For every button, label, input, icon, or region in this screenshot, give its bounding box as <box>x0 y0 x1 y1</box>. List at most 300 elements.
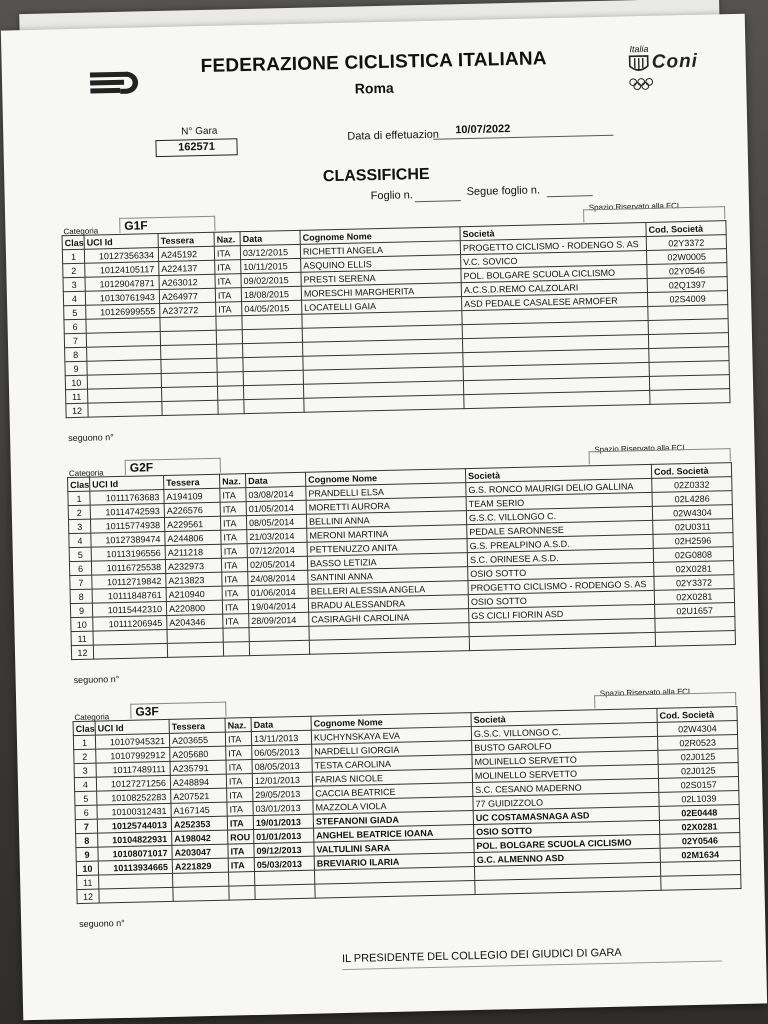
col-team-code-cell: 02M1634 <box>660 847 740 863</box>
col-nation-cell: ITA <box>221 530 247 545</box>
col-rank-cell: 1 <box>62 249 84 263</box>
col-team-code-cell <box>650 389 730 405</box>
col-name-cell: NARDELLI GIORGIA <box>312 741 472 759</box>
col-birthdate-cell: 05/03/2013 <box>254 856 314 871</box>
col-license-cell: A221829 <box>172 858 228 873</box>
col-name-cell: BELLERI ALESSIA ANGELA <box>308 581 468 599</box>
col-license-cell <box>160 316 216 331</box>
col-nation-cell: ITA <box>228 858 254 873</box>
col-nation-cell: ITA <box>216 302 242 317</box>
col-license-cell: A232973 <box>165 558 221 573</box>
col-nation-cell: ITA <box>214 246 240 261</box>
col-license-cell: A210940 <box>166 586 222 601</box>
col-birthdate-cell: 19/01/2013 <box>253 814 313 829</box>
col-birthdate-cell: 01/06/2014 <box>248 584 308 599</box>
col-name-cell: CASIRAGHI CAROLINA <box>309 609 469 627</box>
col-team-code-cell: 02W4304 <box>652 505 732 521</box>
col-team-cell <box>464 390 650 408</box>
col-uci-id-cell: 10108252283 <box>97 789 171 805</box>
col-rank-cell: 2 <box>74 749 96 763</box>
col-license-header: Tessera <box>158 232 214 247</box>
col-nation-cell: ITA <box>220 488 246 503</box>
category-name: G3F <box>130 702 226 719</box>
col-birthdate-cell: 08/05/2013 <box>252 758 312 773</box>
col-rank-cell: 7 <box>64 333 86 347</box>
col-rank-cell: 5 <box>75 791 97 805</box>
col-team-cell: G.S. PREALPINO A.S.D. <box>467 534 653 552</box>
col-team-code-cell: 02W4304 <box>657 721 737 737</box>
col-license-cell: A244806 <box>165 530 221 545</box>
col-team-cell: BUSTO GAROLFO <box>472 736 658 754</box>
results-table <box>67 462 736 660</box>
col-rank-header: Clas <box>68 477 90 491</box>
col-rank-cell: 6 <box>64 319 86 333</box>
coni-logo-top: Italia <box>629 43 649 55</box>
col-license-header: Tessera <box>169 718 225 733</box>
col-license-cell <box>161 358 217 373</box>
col-team-cell: OSIO SOTTO <box>474 820 660 838</box>
category-label: Categoria <box>68 468 104 479</box>
col-name-cell: PRANDELLI ELSA <box>306 483 466 501</box>
col-team-cell: MOLINELLO SERVETTO <box>472 764 658 782</box>
col-rank-header: Clas <box>62 235 84 249</box>
col-uci-id-cell: 10111848761 <box>92 587 166 603</box>
col-name-header: Cognome Nome <box>300 227 460 245</box>
col-team-code-cell: 02J0125 <box>658 749 738 765</box>
col-team-cell: POL. BOLGARE SCUOLA CICLISMO <box>474 834 660 852</box>
col-rank-cell: 9 <box>70 603 92 617</box>
col-birthdate-cell <box>255 870 315 885</box>
col-birthdate-cell: 08/05/2014 <box>246 514 306 529</box>
col-nation-cell: ITA <box>215 288 241 303</box>
col-team-code-cell: 02Y3372 <box>646 235 726 251</box>
col-birthdate-cell: 21/03/2014 <box>247 528 307 543</box>
col-rank-cell: 12 <box>77 889 99 903</box>
col-team-code-cell: 02S0157 <box>658 777 738 793</box>
col-birthdate-cell <box>243 356 303 371</box>
col-name-cell: ASQUINO ELLIS <box>301 255 461 273</box>
col-rank-cell: 5 <box>69 547 91 561</box>
col-name-cell <box>304 395 464 413</box>
results-table <box>62 220 731 418</box>
category-section-g2f <box>67 443 731 686</box>
col-uci-id-cell: 10114742593 <box>90 503 164 519</box>
col-team-code-header: Cod. Società <box>657 707 737 723</box>
fci-reserved-label: Spazio Riservato alla FCI <box>588 201 680 213</box>
col-nation-cell: ITA <box>222 586 248 601</box>
col-birthdate-header: Data <box>240 230 300 245</box>
col-name-cell: KUCHYNSKAYA EVA <box>311 727 471 745</box>
col-license-cell <box>161 372 217 387</box>
col-rank-cell: 3 <box>68 519 90 533</box>
col-birthdate-cell: 18/08/2015 <box>241 286 301 301</box>
col-nation-cell: ITA <box>226 746 252 761</box>
col-name-cell <box>315 881 475 899</box>
col-license-cell <box>162 386 218 401</box>
col-team-cell: UC COSTAMASNAGA ASD <box>473 806 659 824</box>
col-name-cell: STEFANONI GIADA <box>313 811 473 829</box>
col-uci-id-cell: 10125744013 <box>97 817 171 833</box>
col-team-code-cell: 02X0281 <box>659 819 739 835</box>
col-team-code-cell: 02R0523 <box>658 735 738 751</box>
col-nation-cell: ITA <box>220 502 246 517</box>
col-uci-id-cell: 10112719842 <box>92 573 166 589</box>
col-rank-cell: 9 <box>65 361 87 375</box>
col-uci-id-cell: 10117489111 <box>96 761 170 777</box>
col-rank-cell: 8 <box>76 833 98 847</box>
col-uci-id-header: UCI Id <box>95 719 169 735</box>
col-birthdate-cell: 28/09/2014 <box>249 612 309 627</box>
col-name-cell: MERONI MARTINA <box>307 525 467 543</box>
col-nation-cell: ITA <box>223 614 249 629</box>
col-nation-cell: ROU <box>228 830 254 845</box>
col-birthdate-cell: 12/01/2013 <box>252 772 312 787</box>
col-uci-id-cell: 10100312431 <box>97 803 171 819</box>
col-nation-cell: ITA <box>226 774 252 789</box>
col-birthdate-cell: 03/08/2014 <box>246 486 306 501</box>
col-license-cell: A198042 <box>172 830 228 845</box>
col-name-cell: PETTENUZZO ANITA <box>307 539 467 557</box>
col-license-cell <box>167 642 223 657</box>
col-license-cell: A224137 <box>159 260 215 275</box>
col-team-header: Società <box>471 708 657 726</box>
col-team-header: Società <box>465 464 651 482</box>
category-name: G2F <box>125 458 221 475</box>
col-team-header: Società <box>460 222 646 240</box>
col-uci-id-cell: 10127389474 <box>91 531 165 547</box>
col-team-code-cell: 02L1039 <box>659 791 739 807</box>
col-uci-id-cell: 10108071017 <box>98 845 172 861</box>
col-team-cell: TEAM SERIO <box>466 492 652 510</box>
col-birthdate-cell: 07/12/2014 <box>247 542 307 557</box>
col-uci-id-cell: 10124105117 <box>85 262 159 278</box>
col-team-code-cell: 02U0311 <box>653 519 733 535</box>
col-nation-cell <box>218 400 244 415</box>
sheet-number-underline <box>415 200 461 202</box>
col-uci-id-cell: 10113196556 <box>91 545 165 561</box>
col-birthdate-cell: 09/02/2015 <box>241 272 301 287</box>
col-name-header: Cognome Nome <box>311 713 471 731</box>
col-team-cell: G.S. RONCO MAURIGI DELIO GALLINA <box>466 478 652 496</box>
col-team-cell: G.S.C. VILLONGO C. <box>466 506 652 524</box>
col-uci-id-cell <box>99 887 173 903</box>
col-nation-cell: ITA <box>227 788 253 803</box>
race-date-value: 10/07/2022 <box>455 123 511 137</box>
col-team-code-cell: 02X0281 <box>654 589 734 605</box>
col-name-cell: MORESCHI MARGHERITA <box>301 283 461 301</box>
col-rank-cell: 7 <box>70 575 92 589</box>
col-team-cell <box>469 632 655 650</box>
follows-label: seguono n° <box>79 917 125 930</box>
col-team-cell: OSIO SOTTO <box>468 590 654 608</box>
fci-reserved-label: Spazio Riservato alla FCI <box>599 687 691 699</box>
col-license-cell: A211218 <box>165 544 221 559</box>
col-uci-id-cell: 10129047871 <box>85 276 159 292</box>
col-rank-header: Clas <box>73 721 95 735</box>
col-team-cell: 77 GUIDIZZOLO <box>473 792 659 810</box>
col-birthdate-cell: 09/12/2013 <box>254 842 314 857</box>
col-name-cell: FARIAS NICOLE <box>312 769 472 787</box>
col-rank-cell: 2 <box>68 505 90 519</box>
col-uci-id-cell: 10115774938 <box>90 517 164 533</box>
col-name-cell: PRESTI SERENA <box>301 269 461 287</box>
col-team-code-header: Cod. Società <box>651 463 731 479</box>
col-team-cell: V.C. SOVICO <box>461 250 647 268</box>
category-section-g1f <box>61 201 725 444</box>
col-license-cell: A237272 <box>160 302 216 317</box>
col-name-cell: MAZZOLA VIOLA <box>313 797 473 815</box>
col-license-cell: A167145 <box>171 802 227 817</box>
col-uci-id-cell: 10104822931 <box>98 831 172 847</box>
col-rank-cell: 6 <box>69 561 91 575</box>
col-team-code-cell: 02G0808 <box>653 547 733 563</box>
col-name-cell: BREVIARIO ILARIA <box>314 853 474 871</box>
col-rank-cell: 7 <box>75 819 97 833</box>
col-birthdate-cell: 01/01/2013 <box>254 828 314 843</box>
col-nation-header: Naz. <box>225 718 251 733</box>
col-license-cell: A248894 <box>170 774 226 789</box>
col-team-cell: POL. BOLGARE SCUOLA CICLISMO <box>461 264 647 282</box>
col-license-cell: A264977 <box>159 288 215 303</box>
col-nation-cell: ITA <box>215 260 241 275</box>
col-nation-cell <box>216 330 242 345</box>
col-nation-cell: ITA <box>220 516 246 531</box>
federation-title: FEDERAZIONE CICLISTICA ITALIANA <box>200 48 547 78</box>
col-team-code-cell: 02E0448 <box>659 805 739 821</box>
col-uci-id-cell: 10113934665 <box>98 859 172 875</box>
col-birthdate-cell: 24/08/2014 <box>248 570 308 585</box>
col-license-cell <box>160 330 216 345</box>
col-team-code-header: Cod. Società <box>646 221 726 237</box>
col-rank-cell: 10 <box>76 861 98 875</box>
col-nation-cell <box>217 358 243 373</box>
col-birthdate-cell <box>243 370 303 385</box>
next-sheet-label: Segue foglio n. <box>466 184 541 199</box>
col-team-code-cell: 02S4009 <box>647 291 727 307</box>
col-team-cell: S.C. CESANO MADERNO <box>473 778 659 796</box>
col-uci-id-cell: 10111763683 <box>90 489 164 505</box>
col-name-cell: TESTA CAROLINA <box>312 755 472 773</box>
sheet-number-label: Foglio n. <box>370 189 414 203</box>
col-rank-cell: 1 <box>73 735 95 749</box>
col-license-cell: A235791 <box>170 760 226 775</box>
col-nation-cell: ITA <box>222 600 248 615</box>
col-rank-cell: 11 <box>66 389 88 403</box>
col-name-cell: MORETTI AURORA <box>306 497 466 515</box>
col-rank-cell: 6 <box>75 805 97 819</box>
col-team-code-cell: 02L4286 <box>652 491 732 507</box>
col-birthdate-cell: 03/12/2015 <box>240 244 300 259</box>
col-uci-id-cell: 10107945321 <box>95 733 169 749</box>
col-license-cell: A194109 <box>164 488 220 503</box>
col-team-cell: MOLINELLO SERVETTO <box>472 750 658 768</box>
col-rank-cell: 11 <box>77 875 99 889</box>
category-section-g3f <box>72 687 736 930</box>
col-nation-cell <box>229 872 255 887</box>
follows-label: seguono n° <box>73 674 120 686</box>
col-license-header: Tessera <box>164 474 220 489</box>
col-team-code-cell: 02J0125 <box>658 763 738 779</box>
col-birthdate-cell <box>242 314 302 329</box>
col-name-cell: VALTULINI SARA <box>314 839 474 857</box>
col-rank-cell: 10 <box>71 617 93 631</box>
col-name-cell: RICHETTI ANGELA <box>300 241 460 259</box>
coni-emblem-icon <box>628 54 650 74</box>
col-birthdate-cell <box>243 342 303 357</box>
col-team-cell: G.C. ALMENNO ASD <box>474 848 660 866</box>
col-birthdate-cell: 10/11/2015 <box>241 258 301 273</box>
olympic-rings-icon <box>628 78 654 91</box>
col-rank-cell: 12 <box>71 645 93 659</box>
col-birthdate-cell <box>244 398 304 413</box>
col-rank-cell: 3 <box>74 763 96 777</box>
col-team-cell: S.C. ORINESE A.S.D. <box>467 548 653 566</box>
col-birthdate-cell <box>249 640 309 655</box>
col-team-code-cell: 02Y0546 <box>660 833 740 849</box>
col-nation-header: Naz. <box>219 474 245 489</box>
col-name-cell: LOCATELLI GAIA <box>302 297 462 315</box>
category-name: G1F <box>119 216 215 233</box>
col-team-code-cell: 02Y0546 <box>647 263 727 279</box>
col-rank-cell: 5 <box>64 305 86 319</box>
col-team-cell: PEDALE SARONNESE <box>467 520 653 538</box>
col-team-code-cell <box>655 631 735 647</box>
col-nation-cell <box>223 642 249 657</box>
col-license-cell: A203655 <box>169 732 225 747</box>
col-license-cell: A205680 <box>170 746 226 761</box>
col-birthdate-cell <box>255 884 315 899</box>
col-license-cell: A203047 <box>172 844 228 859</box>
col-rank-cell: 4 <box>69 533 91 547</box>
col-nation-cell: ITA <box>227 802 253 817</box>
col-uci-id-cell: 10130761943 <box>85 290 159 306</box>
col-uci-id-cell: 10126999555 <box>86 304 160 320</box>
col-license-cell: A252353 <box>171 816 227 831</box>
col-team-cell: GS CICLI FIORIN ASD <box>469 604 655 622</box>
col-name-cell: CACCIA BEATRICE <box>313 783 473 801</box>
col-nation-cell: ITA <box>215 274 241 289</box>
col-rank-cell: 9 <box>76 847 98 861</box>
col-birthdate-cell <box>243 384 303 399</box>
col-rank-cell: 8 <box>65 347 87 361</box>
page-title: CLASSIFICHE <box>322 165 430 186</box>
next-sheet-underline <box>547 195 593 197</box>
col-team-cell: OSIO SOTTO <box>468 562 654 580</box>
col-license-cell: A204346 <box>167 614 223 629</box>
col-team-cell: ASD PEDALE CASALESE ARMOFER <box>462 292 648 310</box>
col-birthdate-cell: 19/04/2014 <box>248 598 308 613</box>
col-birthdate-header: Data <box>251 716 311 731</box>
fci-reserved-label: Spazio Riservato alla FCI <box>594 443 685 455</box>
col-rank-cell: 1 <box>68 491 90 505</box>
col-team-code-cell <box>661 874 741 890</box>
col-team-code-cell: 02Y3372 <box>654 575 734 591</box>
col-nation-cell <box>229 886 255 901</box>
race-number-label: N° Gara <box>181 125 218 138</box>
coni-logo-name: Coni <box>651 50 699 73</box>
col-team-code-cell: 02Z0332 <box>652 477 732 493</box>
col-uci-id-header: UCI Id <box>90 475 164 491</box>
col-rank-cell: 4 <box>63 291 85 305</box>
col-birthdate-cell: 01/05/2014 <box>246 500 306 515</box>
col-rank-cell: 12 <box>66 403 88 417</box>
col-uci-id-cell <box>88 402 162 418</box>
col-license-cell: A207521 <box>171 788 227 803</box>
col-team-code-cell: 02X0281 <box>654 561 734 577</box>
col-birthdate-cell <box>242 328 302 343</box>
col-rank-cell: 8 <box>70 589 92 603</box>
col-nation-cell <box>223 628 249 643</box>
col-uci-id-cell: 10107992912 <box>96 747 170 763</box>
col-birthdate-cell: 03/01/2013 <box>253 800 313 815</box>
col-license-cell: A213823 <box>166 572 222 587</box>
col-uci-id-header: UCI Id <box>84 234 158 250</box>
col-name-cell: SANTINI ANNA <box>308 567 468 585</box>
col-license-cell <box>161 344 217 359</box>
col-nation-cell: ITA <box>227 816 253 831</box>
col-license-cell: A245192 <box>158 246 214 261</box>
category-label: Categoria <box>74 712 110 723</box>
col-nation-cell <box>216 316 242 331</box>
col-team-code-cell: 02H2596 <box>653 533 733 549</box>
col-team-cell: PROGETTO CICLISMO - RODENGO S. AS <box>460 236 646 254</box>
col-license-cell: A229561 <box>164 516 220 531</box>
follows-label: seguono n° <box>68 432 114 444</box>
col-team-code-cell: 02Q1397 <box>647 277 727 293</box>
col-uci-id-cell: 10111206945 <box>93 615 167 631</box>
race-number-value: 162571 <box>155 138 237 157</box>
col-birthdate-cell: 06/05/2013 <box>252 744 312 759</box>
col-rank-cell: 11 <box>71 631 93 645</box>
col-nation-cell: ITA <box>221 558 247 573</box>
results-sheet <box>1 14 767 1021</box>
col-nation-cell <box>217 372 243 387</box>
col-team-code-cell: 02W0005 <box>647 249 727 265</box>
col-rank-cell: 4 <box>74 777 96 791</box>
col-name-cell: BRADU ALESSANDRA <box>308 595 468 613</box>
col-team-cell: PROGETTO CICLISMO - RODENGO S. AS <box>468 576 654 594</box>
col-team-cell: A.C.S.D.REMO CALZOLARI <box>461 278 647 296</box>
col-name-cell: ANGHEL BEATRICE IOANA <box>314 825 474 843</box>
coni-logo <box>625 43 706 93</box>
col-nation-cell <box>217 344 243 359</box>
col-name-cell <box>309 637 469 655</box>
col-nation-cell: ITA <box>222 572 248 587</box>
col-license-cell <box>173 886 229 901</box>
col-rank-cell: 2 <box>63 263 85 277</box>
col-license-cell <box>173 872 229 887</box>
results-table <box>73 706 742 904</box>
col-birthdate-cell: 04/05/2015 <box>242 300 302 315</box>
col-uci-id-cell: 10115442310 <box>92 601 166 617</box>
col-birthdate-cell: 02/05/2014 <box>247 556 307 571</box>
col-nation-cell: ITA <box>225 732 251 747</box>
col-uci-id-cell <box>93 643 167 659</box>
jury-president-label: IL PRESIDENTE DEL COLLEGIO DEI GIUDICI DI GARA <box>341 946 622 966</box>
col-team-code-cell: 02U1657 <box>655 603 735 619</box>
col-name-cell: BASSO LETIZIA <box>307 553 467 571</box>
col-license-cell <box>162 400 218 415</box>
col-nation-header: Naz. <box>214 232 240 247</box>
col-nation-cell: ITA <box>226 760 252 775</box>
col-rank-cell: 3 <box>63 277 85 291</box>
col-license-cell: A226576 <box>164 502 220 517</box>
col-uci-id-cell: 10127356334 <box>84 248 158 264</box>
race-date-label: Data di effetuazion <box>347 128 440 143</box>
col-team-cell: G.S.C. VILLONGO C. <box>471 722 657 740</box>
col-license-cell: A263012 <box>159 274 215 289</box>
col-name-cell: BELLINI ANNA <box>306 511 466 529</box>
